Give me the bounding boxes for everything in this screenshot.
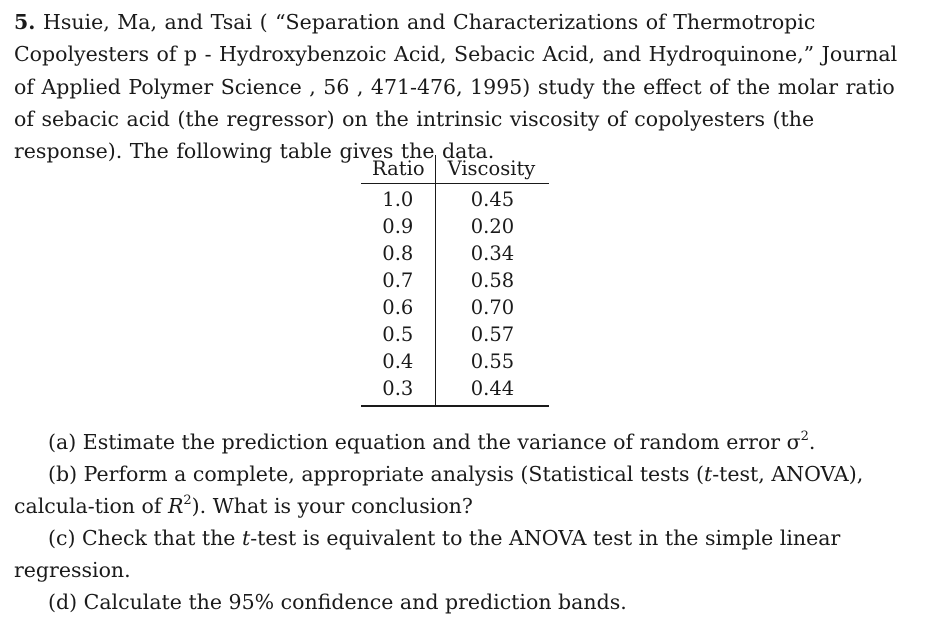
problem-text: Hsuie, Ma, and Tsai ( “Separation and Characterizations of Thermotropic Copolyesters of p - Hydroxybenzoic Acid, Sebacic Acid, and Hydroquinone,” Journal of Applied Polymer Science , 56 , 471-476, 1995) study the effect of the molar ratio of sebacic acid (the regressor) on the intrinsic viscosity of copolyesters (the response). The following table gives the data. <box>14 10 898 164</box>
ratio-cell: 0.4 <box>361 348 435 375</box>
viscosity-cell: 0.58 <box>470 269 515 292</box>
question-list <box>14 426 920 618</box>
question-c-part1: (c) Check that the <box>48 526 242 550</box>
table-row <box>361 348 549 375</box>
ratio-cell: 0.8 <box>361 240 435 267</box>
question-d <box>14 586 920 618</box>
viscosity-cell: 0.57 <box>470 323 515 346</box>
header-ratio: Ratio <box>361 155 435 184</box>
question-c-part2: -test is equivalent to the ANOVA test in the simple linear regression. <box>14 526 841 582</box>
problem-number: 5. <box>14 10 36 34</box>
question-c <box>14 522 920 586</box>
question-b-r: R <box>167 494 184 518</box>
ratio-cell: 0.9 <box>361 213 435 240</box>
question-a-superscript: 2 <box>800 429 809 444</box>
viscosity-cell: 0.70 <box>470 296 515 319</box>
question-b-t: t <box>703 462 713 486</box>
viscosity-cell: 0.34 <box>470 242 515 265</box>
problem-statement <box>14 6 920 167</box>
viscosity-cell: 0.44 <box>435 375 549 406</box>
table-row <box>361 240 549 267</box>
viscosity-cell: 0.55 <box>470 350 515 373</box>
question-b-part1: (b) Perform a complete, appropriate analysis (Statistical tests ( <box>48 462 704 486</box>
table-header-row <box>361 155 549 184</box>
table-row <box>361 184 549 214</box>
ratio-cell: 0.5 <box>361 321 435 348</box>
table-row <box>361 294 549 321</box>
viscosity-cell: 0.20 <box>470 215 515 238</box>
question-d-text: (d) Calculate the 95% confidence and prediction bands. <box>48 590 627 614</box>
question-c-t: t <box>241 526 251 550</box>
table-row <box>361 213 549 240</box>
data-table-container <box>361 155 549 407</box>
ratio-cell: 0.7 <box>361 267 435 294</box>
question-a-tail: . <box>808 430 816 454</box>
question-b-superscript: 2 <box>183 493 192 508</box>
question-a <box>14 426 920 458</box>
question-b-part3: ). What is your conclusion? <box>191 494 473 518</box>
question-a-text: (a) Estimate the prediction equation and the variance of random error σ <box>48 430 801 454</box>
ratio-cell: 1.0 <box>361 184 435 214</box>
data-table <box>361 155 549 407</box>
table-row <box>361 375 549 406</box>
ratio-cell: 0.6 <box>361 294 435 321</box>
table-row <box>361 321 549 348</box>
header-viscosity: Viscosity <box>435 155 549 184</box>
viscosity-cell: 0.45 <box>470 188 515 211</box>
table-row <box>361 267 549 294</box>
ratio-cell: 0.3 <box>361 375 435 406</box>
question-b-part2: -test, ANOVA), calcula-tion of <box>14 462 864 518</box>
question-b <box>14 458 920 522</box>
